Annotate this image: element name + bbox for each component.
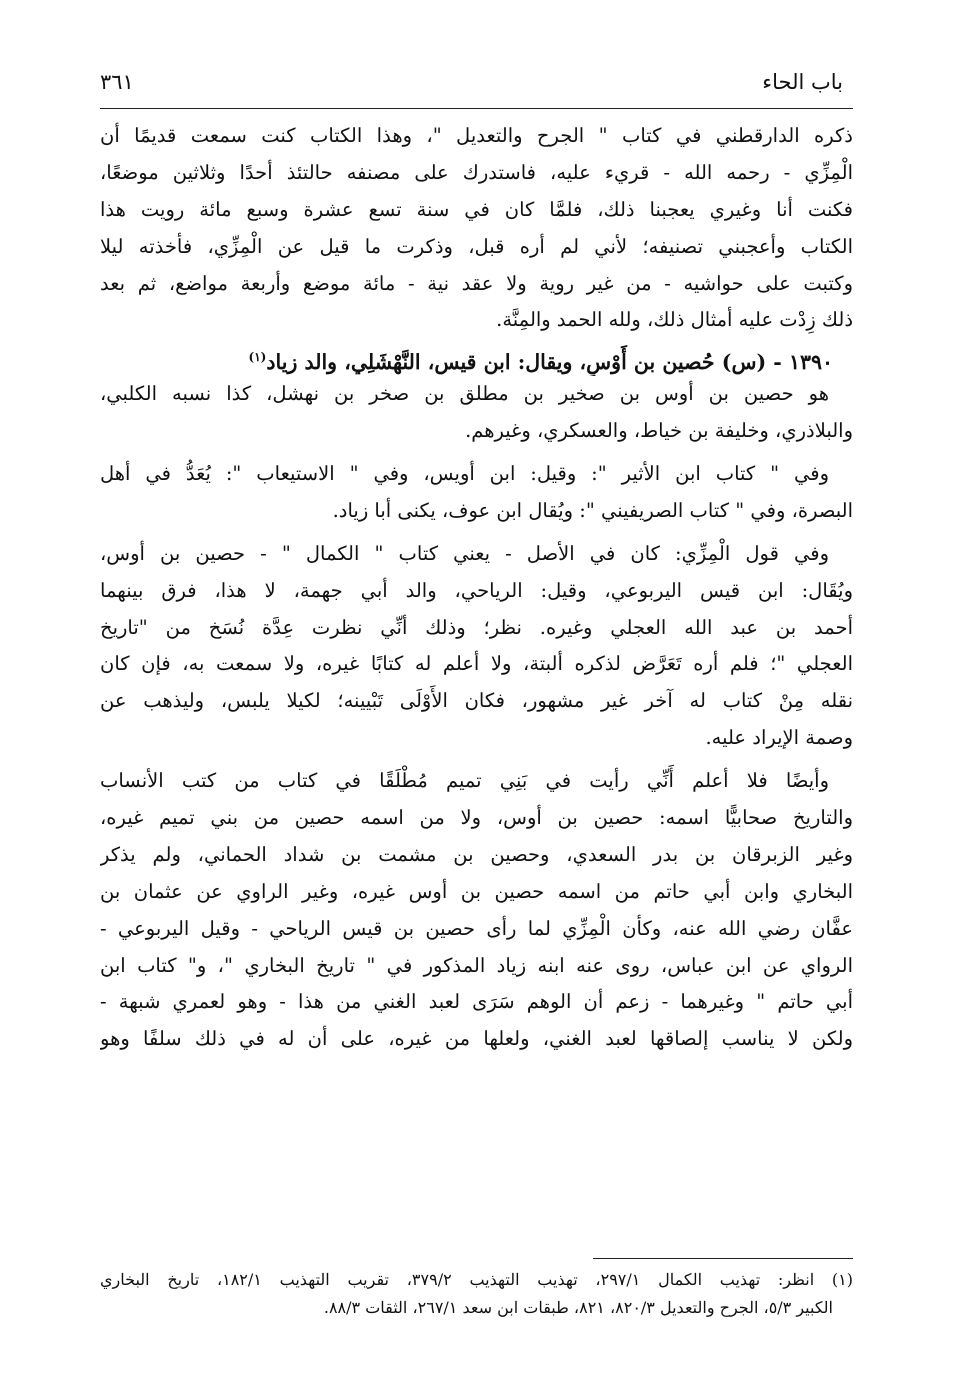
text-line: البصرة، وفي " كتاب الصريفيني ": ويُقال ابن عوف، يكنى أبا زياد. bbox=[332, 498, 853, 522]
text-line: وفي قول الْمِزِّي: كان في الأصل - يعني كتاب " الكمال " - حصين بن أوس، bbox=[100, 541, 829, 565]
footnote-marker: (١) bbox=[248, 350, 267, 365]
footnote-line: الكبير ٥/٣، الجرح والتعديل ٨٢٠/٣، ٨٢١، طبقات ابن سعد ٢٦٧/١، الثقات ٨٨/٣. bbox=[323, 1298, 833, 1317]
text-line: العجلي "؛ فلم أره تَعَرَّض لذكره ألبتة، ولا أعلم له كتابًا غيره، ولا سمعت به، فإن كان bbox=[100, 652, 853, 676]
page-number: ٣٦١ bbox=[100, 70, 134, 94]
text-line: ويُقَال: ابن قيس اليربوعي، وقيل: الرياحي، والد أبي جهمة، لا هذا، فرق بينهما bbox=[100, 578, 853, 602]
text-line: وغير الزبرقان بن بدر السعدي، وحصين بن مشمت بن شداد الحماني، ولم يذكر bbox=[100, 842, 853, 866]
text-line: الكتاب وأعجبني تصنيفه؛ لأني لم أره قبل، وذكرت ما قيل عن الْمِزِّي، فأخذته ليلا bbox=[100, 234, 853, 258]
paragraph-mizzi bbox=[100, 536, 853, 757]
running-title: باب الحاء bbox=[762, 70, 843, 94]
text-line: نقله مِنْ كتاب له آخر غير مشهور، فكان الأَوْلَى تَبْيينه؛ لكيلا يلبس، وليذهب عن bbox=[100, 689, 853, 713]
text-line: الْمِزِّي - رحمه الله - قريء عليه، فاستدرك على مصنفه حالتئذ أحدًا وثلاثين موضعًا، bbox=[100, 160, 853, 184]
header-divider bbox=[100, 108, 853, 109]
footnotes bbox=[100, 1266, 853, 1322]
text-line: أحمد بن عبد الله العجلي وغيره. نظر؛ وذلك أنِّي نظرت عِدَّة نُسَخ من "تاريخ bbox=[100, 615, 853, 639]
text-line: ذلك زِدْت عليه أمثال ذلك، ولله الحمد والمِنَّة. bbox=[496, 308, 853, 332]
text-line: والبلاذري، وخليفة بن خياط، والعسكري، وغيرهم. bbox=[465, 419, 853, 443]
text-line: والتاريخ صحابيًّا اسمه: حصين بن أوس، ولا من اسمه حصين من بني تميم غيره، bbox=[100, 806, 853, 830]
paragraph-lineage bbox=[100, 376, 853, 450]
text-line: وكتبت على حواشيه - من غير روية ولا عقد نية - مائة موضع وأربعة مواضع، ثم بعد bbox=[100, 271, 853, 295]
paragraph-tamim bbox=[100, 763, 853, 1058]
text-line: ولكن لا يناسب إلصاقها لعبد الغني، ولعلها من غيره، على أن له في ذلك سلفًا وهو bbox=[100, 1027, 853, 1051]
text-line: وصمة الإيراد عليه. bbox=[705, 726, 853, 750]
text-line: ذكره الدارقطني في كتاب " الجرح والتعديل "، وهذا الكتاب كنت سمعت قديمًا أن bbox=[100, 124, 853, 147]
text-line: الرواي عن ابن عباس، روى عنه ابنه زياد المذكور في " تاريخ البخاري "، و" كتاب ابن bbox=[100, 953, 853, 977]
footnote-line: (١) انظر: تهذيب الكمال ٢٩٧/١، تهذيب التهذيب ٣٧٩/٢، تقريب التهذيب ١٨٢/١، تاريخ البخاري bbox=[100, 1270, 853, 1289]
intro-paragraph bbox=[100, 118, 853, 339]
text-line: أبي حاتم " وغيرهما - زعم أن الوهم سَرَى لعبد الغني من هذا - وهو لعمري شبهة - bbox=[100, 990, 853, 1014]
text-line: هو حصين بن أوس بن صخير بن مطلق بن صخر بن نهشل، كذا نسبه الكلبي، bbox=[100, 382, 829, 406]
entry-heading-text: ١٣٩٠ - (س) حُصين بن أَوْسٍ، ويقال: ابن قيس، النَّهْشَلِي، والد زياد bbox=[266, 350, 833, 375]
text-line: البخاري وابن أبي حاتم من اسمه حصين بن أوس غيره، وغير الراوي عن عثمان بن bbox=[100, 879, 853, 903]
text-line: عفَّان رضي الله عنه، وكأن الْمِزِّي لما رأى حصين بن قيس الرياحي - وقيل اليربوعي - bbox=[100, 916, 853, 940]
text-line: وفي " كتاب ابن الأثير ": وقيل: ابن أويس، وفي " الاستيعاب ": يُعَدُّ في أهل bbox=[100, 462, 829, 486]
main-text bbox=[100, 118, 853, 1058]
running-header bbox=[100, 62, 843, 102]
entry-heading bbox=[100, 339, 853, 376]
footnote-divider bbox=[593, 1258, 853, 1259]
paragraph-ibn-athir bbox=[100, 456, 853, 530]
text-line: فكنت أنا وغيري يعجبنا ذلك، فلمَّا كان في سنة تسع عشرة وسبع مائة رويت هذا bbox=[100, 197, 853, 221]
text-line: وأيضًا فلا أعلم أَنِّي رأيت في بَنِي تميم مُطْلَقًا في كتاب من كتب الأنساب bbox=[100, 769, 829, 793]
